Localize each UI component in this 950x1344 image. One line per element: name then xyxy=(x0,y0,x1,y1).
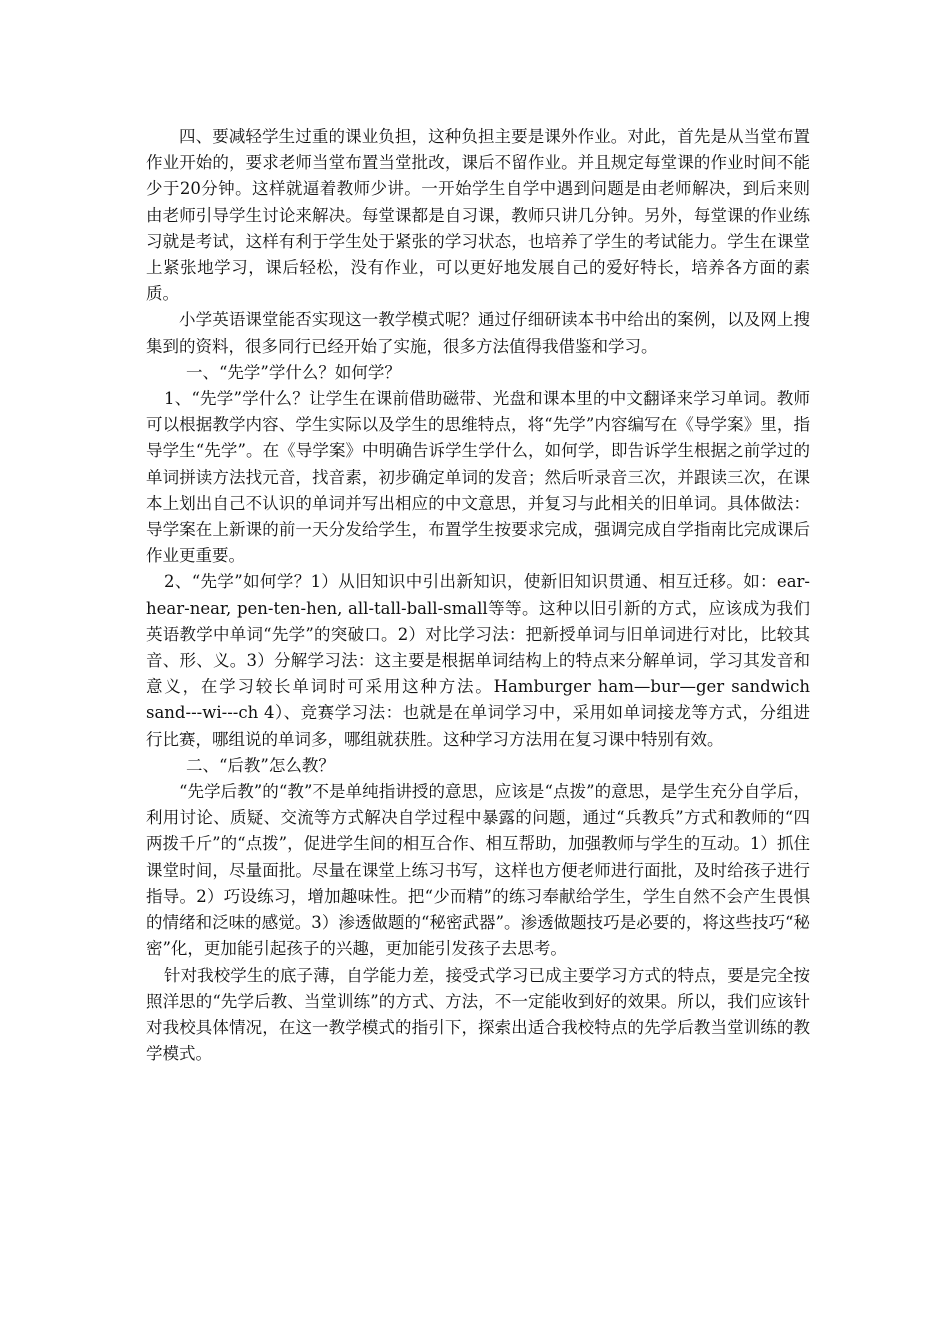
section-heading-learn-first: 一、“先学”学什么？如何学？ xyxy=(186,362,401,382)
paragraph-how-to-teach: “先学后教”的“教”不是单纯指讲授的意思，应该是“点拨”的意思，是学生充分自学后，利用讨论、质疑、交流等方式解决自学过程中暴露的问题，通过“兵教兵”方式和教师的“四两拨千斤”的“点拨”，促进学生间的相互合作、相互帮助，加强教师与学生的互动。1）抓住课堂时间，尽量面批。尽量在课堂上练习书写，这样也方便老师进行面批，及时给孩子进行指导。2）巧设练习，增加趣味性。把“少而精”的练习奉献给学生，学生自然不会产生畏惧的情绪和泛味的感觉。3）渗透做题的“秘密武器”。渗透做题技巧是必要的，将这些技巧“秘密”化，更加能引起孩子的兴趣，更加能引发孩子去思考。 xyxy=(146,782,810,959)
paragraph-what-to-learn: 1、“先学”学什么？让学生在课前借助磁带、光盘和课本里的中文翻译来学习单词。教师可以根据教学内容、学生实际以及学生的思维特点，将“先学”内容编写在《导学案》里，指导学生“先学”。在《导学案》中明确告诉学生学什么，如何学，即告诉学生根据之前学过的单词拼读方法找元音，找音素，初步确定单词的发音；然后听录音三次，并跟读三次，在课本上划出自己不认识的单词并写出相应的中文意思，并复习与此相关的旧单词。具体做法：导学案在上新课的前一天分发给学生，布置学生按要求完成，强调完成自学指南比完成课后作业更重要。 xyxy=(146,389,810,566)
document-body xyxy=(146,124,810,1067)
paragraph-reduce-burden: 四、要减轻学生过重的课业负担，这种负担主要是课外作业。对此，首先是从当堂布置作业开始的，要求老师当堂布置当堂批改，课后不留作业。并且规定每堂课的作业时间不能少于20分钟。这样就逼着教师少讲。一开始学生自学中遇到问题是由老师解决，到后来则由老师引导学生讨论来解决。每堂课都是自习课，教师只讲几分钟。另外，每堂课的作业练习就是考试，这样有利于学生处于紧张的学习状态，也培养了学生的考试能力。学生在课堂上紧张地学习，课后轻松，没有作业，可以更好地发展自己的爱好特长，培养各方面的素质。 xyxy=(146,127,810,304)
paragraph-english-class-question: 小学英语课堂能否实现这一教学模式呢？通过仔细研读本书中给出的案例，以及网上搜集到的资料，很多同行已经开始了实施，很多方法值得我借鉴和学习。 xyxy=(146,310,810,356)
section-heading-teach-after: 二、“后教”怎么教？ xyxy=(186,755,335,775)
paragraph-conclusion: 针对我校学生的底子薄，自学能力差，接受式学习已成主要学习方式的特点，要是完全按照洋思的“先学后教、当堂训练”的方式、方法，不一定能收到好的效果。所以，我们应该针对我校具体情况，在这一教学模式的指引下，探索出适合我校特点的先学后教当堂训练的教学模式。 xyxy=(146,965,810,1064)
paragraph-how-to-learn: 2、“先学”如何学？1）从旧知识中引出新知识，使新旧知识贯通、相互迁移。如：ear-hear-near, pen-ten-hen, all-tall-ball-small等等。这种以旧引新的方式，应该成为我们英语教学中单词“先学”的突破口。2）对比学习法：把新授单词与旧单词进行对比，比较其音、形、义。3）分解学习法：这主要是根据单词结构上的特点来分解单词，学习其发音和意义，在学习较长单词时可采用这种方法。Hamburger ham—bur—ger sandwich sand---wi---ch 4）、竞赛学习法：也就是在单词学习中，采用如单词接龙等方式，分组进行比赛，哪组说的单词多，哪组就获胜。这种学习方法用在复习课中特别有效。 xyxy=(146,572,810,749)
